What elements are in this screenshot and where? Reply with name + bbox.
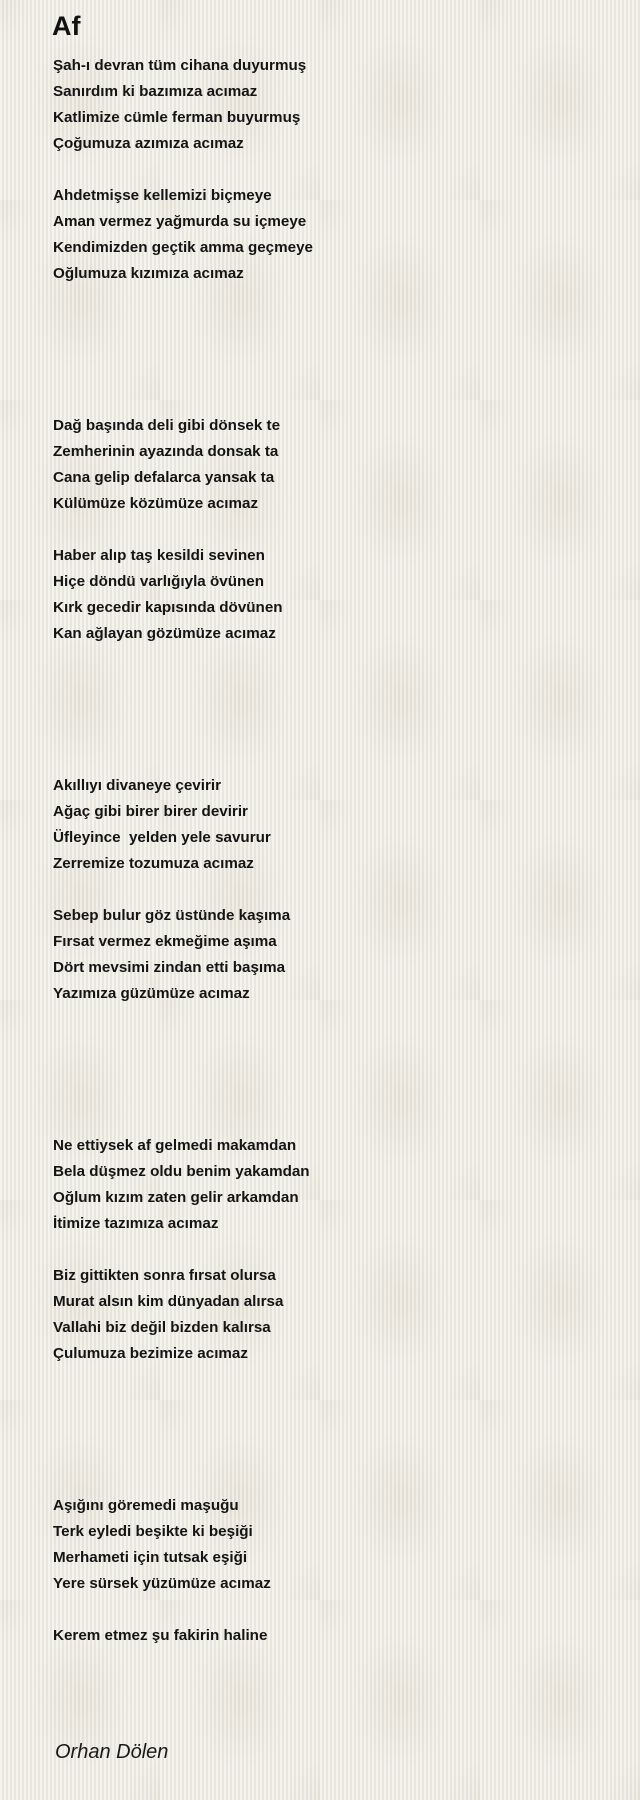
poem-line: Sanırdım ki bazımıza acımaz — [53, 83, 258, 100]
poem-line: Aşığını göremedi maşuğu — [53, 1497, 239, 1514]
poem-line: Zemherinin ayazında donsak ta — [53, 443, 279, 460]
poem-line: Dağ başında deli gibi dönsek te — [53, 417, 281, 434]
poem-line: Haber alıp taş kesildi sevinen — [53, 547, 265, 564]
poem-line: Akıllıyı divaneye çevirir — [53, 777, 222, 794]
poem-line: Sebep bulur göz üstünde kaşıma — [53, 907, 291, 924]
poem-line: Çulumuza bezimize acımaz — [53, 1345, 248, 1362]
poem-body — [53, 53, 613, 1649]
stanza — [53, 773, 613, 877]
poem-line: Cana gelip defalarca yansak ta — [53, 469, 275, 486]
poem-line: Çoğumuza azımıza acımaz — [53, 135, 244, 152]
stanza — [53, 183, 613, 287]
stanza — [53, 1133, 613, 1237]
poem-line: Bela düşmez oldu benim yakamdan — [53, 1163, 310, 1180]
poem-line: Ne ettiysek af gelmedi makamdan — [53, 1137, 297, 1154]
poem-line: Zerremize tozumuza acımaz — [53, 855, 254, 872]
section-spacer — [53, 1367, 613, 1493]
poem-line: Kerem etmez şu fakirin haline — [53, 1627, 268, 1644]
poem-line: Üfleyince yelden yele savurur — [53, 829, 271, 846]
stanza — [53, 1263, 613, 1367]
stanza-spacer — [53, 1237, 613, 1263]
poem-line: Yazımıza güzümüze acımaz — [53, 985, 250, 1002]
poem-line: Yere sürsek yüzümüze acımaz — [53, 1575, 271, 1592]
stanza — [53, 903, 613, 1007]
section-spacer — [53, 287, 613, 413]
poem-line: Kan ağlayan gözümüze acımaz — [53, 625, 276, 642]
poem-line: Biz gittikten sonra fırsat olursa — [53, 1267, 276, 1284]
poem-line: İtimize tazımıza acımaz — [53, 1215, 219, 1232]
stanza — [53, 413, 613, 517]
stanza — [53, 543, 613, 647]
poem-title: Af — [52, 11, 81, 41]
stanza-spacer — [53, 877, 613, 903]
poem-line: Ahdetmişse kellemizi biçmeye — [53, 187, 272, 204]
section-spacer — [53, 647, 613, 773]
stanza-spacer — [53, 517, 613, 543]
poem-line: Kendimizden geçtik amma geçmeye — [53, 239, 313, 256]
author-name: Orhan Dölen — [55, 1741, 169, 1763]
stanza — [53, 1493, 613, 1597]
stanza — [53, 53, 613, 157]
poem-line: Oğlumuza kızımıza acımaz — [53, 265, 244, 282]
poem-line: Kırk gecedir kapısında dövünen — [53, 599, 283, 616]
section-spacer — [53, 1007, 613, 1133]
stanza-spacer — [53, 157, 613, 183]
poem-line: Şah-ı devran tüm cihana duyurmuş — [53, 57, 307, 74]
poem-line: Fırsat vermez ekmeğime aşıma — [53, 933, 277, 950]
poem-line: Hiçe döndü varlığıyla övünen — [53, 573, 264, 590]
poem-line: Vallahi biz değil bizden kalırsa — [53, 1319, 271, 1336]
poem-line: Aman vermez yağmurda su içmeye — [53, 213, 307, 230]
poem-line: Merhameti için tutsak eşiği — [53, 1549, 248, 1566]
poem-line: Terk eyledi beşikte ki beşiği — [53, 1523, 253, 1540]
poem-line: Dört mevsimi zindan etti başıma — [53, 959, 286, 976]
poem-line: Katlimize cümle ferman buyurmuş — [53, 109, 301, 126]
poem-line: Murat alsın kim dünyadan alırsa — [53, 1293, 284, 1310]
poem-line: Külümüze közümüze acımaz — [53, 495, 259, 512]
stanza — [53, 1623, 613, 1649]
poem-line: Ağaç gibi birer birer devirir — [53, 803, 248, 820]
poem-line: Oğlum kızım zaten gelir arkamdan — [53, 1189, 299, 1206]
stanza-spacer — [53, 1597, 613, 1623]
